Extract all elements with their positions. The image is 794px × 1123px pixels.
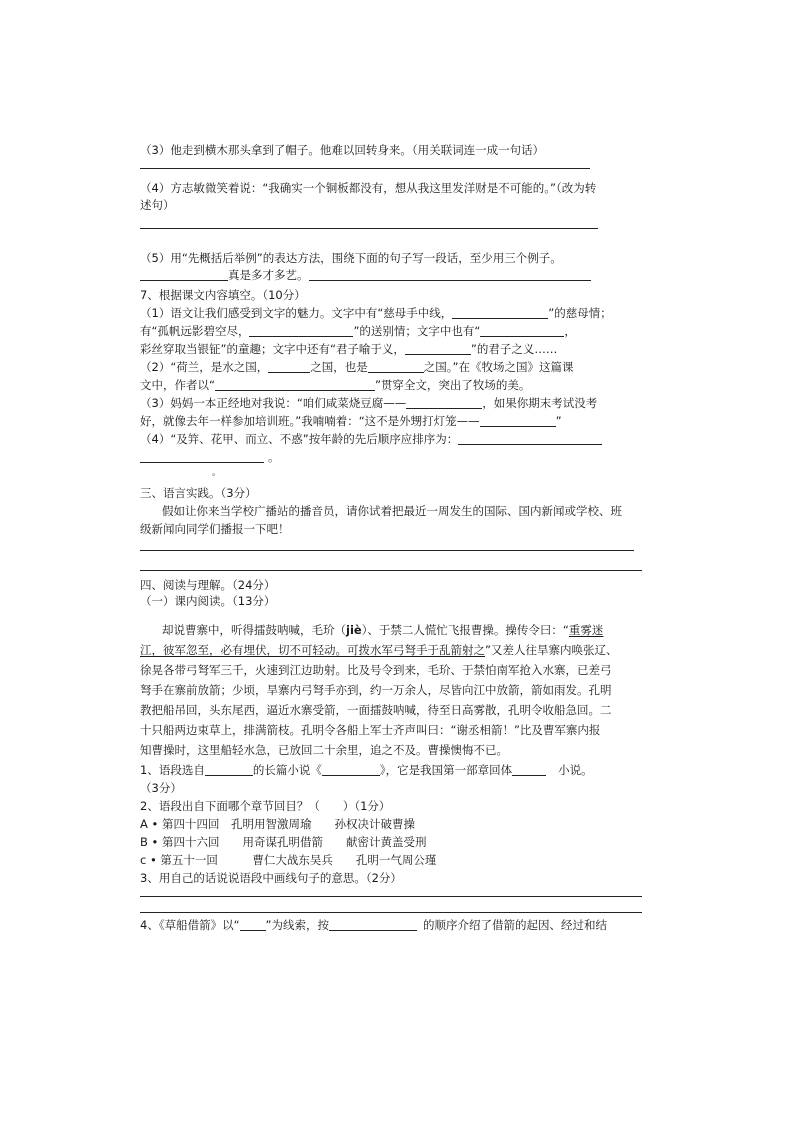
option-b[interactable]: B • 第四十六回 用奇谋孔明借箭 献密计黄盖受刑	[140, 835, 427, 849]
q5-text: 真是多才多艺。	[228, 268, 309, 282]
r4-text-3: 的顺序介绍了借箭的起因、经过和结	[423, 918, 607, 932]
section3-title: 三、语言实践。（3分）	[140, 486, 257, 500]
s4-subtitle: （一）课内阅读。（13分）	[140, 594, 276, 608]
s7-1b-text-2: ”的送别情；文字中也有“	[353, 324, 481, 338]
s7-1b-comma: ，	[564, 324, 576, 338]
passage-line-7: 知曹操时，这里船轻水急，已放回二十余里，追之不及。曹操懊悔不已。	[140, 743, 508, 757]
r1-text-3: 》，它是我国第一部章回体	[379, 763, 513, 777]
r3-line: 3、用自己的话说说语段中画线句子的意思。（2分）	[140, 871, 402, 885]
s7-4-blank-1[interactable]	[458, 432, 602, 445]
r4-blank-1[interactable]	[240, 918, 266, 931]
s3-answer-line-2	[140, 570, 642, 571]
r1-line	[140, 762, 593, 778]
s7-2-blank-3[interactable]	[215, 378, 375, 391]
q3-answer-line	[140, 168, 590, 169]
s7-3-line-2	[140, 413, 562, 429]
s7-3-blank-2[interactable]	[480, 414, 556, 427]
r3-answer-line-1	[140, 896, 642, 897]
q4-line-2: 述句）	[140, 198, 175, 212]
s7-3-text-2: ，如果你期末考试没考	[482, 396, 598, 410]
s7-2-blank-2[interactable]	[368, 360, 424, 373]
s7-1-blank-1[interactable]	[452, 306, 548, 319]
s7-1-line-2	[140, 323, 576, 339]
r4-text: 4、《草船借箭》以“	[140, 918, 240, 932]
q5-blank[interactable]	[140, 268, 228, 281]
r3-answer-line-2	[140, 912, 642, 913]
q3-line: （3）他走到横木那头拿到了帽子。他难以回转身来。（用关联词连一成一句话）	[140, 143, 545, 157]
s7-1c-text-2: ”的君子之义……	[470, 342, 558, 356]
passage-line-2	[140, 642, 617, 658]
q5-answer-blank[interactable]	[309, 268, 591, 281]
option-c[interactable]: c • 第五十一回 曹仁大战东吴兵 孔明一气周公瑾	[140, 853, 437, 867]
s7-1-blank-2[interactable]	[249, 324, 353, 337]
q4-answer-line	[140, 228, 598, 229]
s7-3-line	[140, 395, 597, 411]
r4-text-2: ”为线索，按	[265, 918, 329, 932]
s3-answer-line-1	[140, 550, 634, 551]
s7-2-line-2	[140, 377, 530, 393]
passage-line-4: 弩手在寨前放箭；少顷，旱寨内弓弩手亦到，约一万余人，尽皆向江中放箭，箭如雨发。孔明	[140, 683, 612, 697]
r1-score: （3分）	[140, 781, 182, 795]
option-a[interactable]: A • 第四十四回 孔明用智激周瑜 孙权决计破曹操	[140, 817, 415, 831]
s7-3b-text-2: ”	[555, 414, 562, 428]
section4-title: 四、阅读与理解。（24分）	[140, 578, 276, 592]
r1-text-4: 小说。	[558, 763, 593, 777]
s3-text-2: 级新闻向同学们播报一下吧！	[140, 522, 290, 536]
s7-1-text-2: ”的慈母情；	[548, 306, 612, 320]
s7-1-blank-3[interactable]	[480, 324, 564, 337]
r1-blank-3[interactable]	[512, 763, 546, 776]
underlined-sentence-part-1: 重雾迷	[568, 623, 604, 637]
q4-line: （4）方志敏微笑着说：“我确实一个铜板都没有，想从我这里发洋财是不可能的。”（改为转	[140, 181, 597, 195]
r2-line: 2、语段出自下面哪个章节回目？（ ）（1分）	[140, 799, 391, 813]
r4-line	[140, 917, 607, 933]
passage-line-3: 徐晃各带弓弩军三千，火速到江边助射。比及号令到来，毛玠、于禁怕南军抢入水寨，已差弓	[140, 663, 612, 677]
q5-line: （5）用“先概括后举例”的表达方法，围绕下面的句子写一段话，至少用三个例子。	[140, 251, 562, 265]
s7-1-line-3	[140, 341, 557, 357]
r1-text: 1、语段选自	[140, 763, 205, 777]
s7-4-line	[140, 431, 602, 447]
passage-text-1b: ）、于禁二人慌忙飞报曹操。操传令曰：“	[361, 623, 569, 637]
q5-line-2	[140, 267, 591, 283]
passage-text-2: ”又差人往旱寨内唤张辽、	[485, 643, 618, 657]
underlined-sentence-part-2: 江，彼军忽至，必有埋伏，切不可轻动。可拨水军弓弩手于乱箭射之	[140, 643, 485, 657]
s7-3-text: （3）妈妈一本正经地对我说：“咱们咸菜烧豆腐——	[140, 396, 407, 410]
s7-4-period: 。	[268, 450, 280, 464]
pinyin: jiè	[346, 623, 362, 637]
s7-1c-text: 彩丝穿取当银钲”的童趣；文字中还有“君子喻于义，	[140, 342, 405, 356]
s7-4-line-2	[140, 449, 280, 465]
s7-1b-text: 有“孤帆远影碧空尽，	[140, 324, 250, 338]
s3-text: 假如让你来当学校广播站的播音员，请你试着把最近一周发生的国际、国内新闻或学校、班	[162, 504, 622, 518]
passage-line-6: 十只船两边束草上，排满箭枝。孔明令各船上军士齐声叫曰：“谢丞相箭！”比及曹军寨内报	[140, 723, 601, 737]
s7-2-blank-1[interactable]	[268, 360, 310, 373]
passage-line-5: 教把船吊回，头东尾西，逼近水寨受箭，一面擂鼓呐喊，待至日高雾散，孔明令收船急回。二	[140, 703, 612, 717]
s7-2-text-3: 之国。”在《牧场之国》这篇课	[423, 360, 574, 374]
s7-3-blank-1[interactable]	[406, 396, 482, 409]
s7-4-text: （4）“及笄、花甲、而立、不惑”按年龄的先后顺序应排序为：	[140, 432, 459, 446]
s7-2-line	[140, 359, 574, 375]
s7-2-text: （2）“荷兰，是水之国，	[140, 360, 269, 374]
s7-1-text: （1）语文让我们感受到文字的魅力。文字中有“慈母手中线，	[140, 306, 453, 320]
passage-line-1	[162, 622, 603, 638]
r4-blank-2[interactable]	[329, 918, 417, 931]
r1-text-2: 的长篇小说《	[252, 763, 322, 777]
s7-2b-text: 文中，作者以“	[140, 378, 215, 392]
r1-blank-1[interactable]	[205, 763, 253, 776]
passage-text-1: 却说曹寨中，听得擂鼓呐喊，毛玠（	[162, 623, 346, 637]
section7-title: 7、根据课文内容填空。（10分）	[140, 288, 306, 302]
s7-3b-text: 好，就像去年一样参加培训班。”我喃喃着：“这不是外甥打灯笼——	[140, 414, 480, 428]
s7-1-line	[140, 305, 612, 321]
r1-blank-2[interactable]	[322, 763, 380, 776]
stray-dot: 。	[212, 468, 222, 478]
s7-1-blank-4[interactable]	[405, 342, 471, 355]
s7-2b-text-2: ”贯穿全文，突出了牧场的美。	[374, 378, 531, 392]
s7-2-text-2: 之国，也是	[310, 360, 368, 374]
s7-4-blank-2[interactable]	[140, 450, 264, 463]
